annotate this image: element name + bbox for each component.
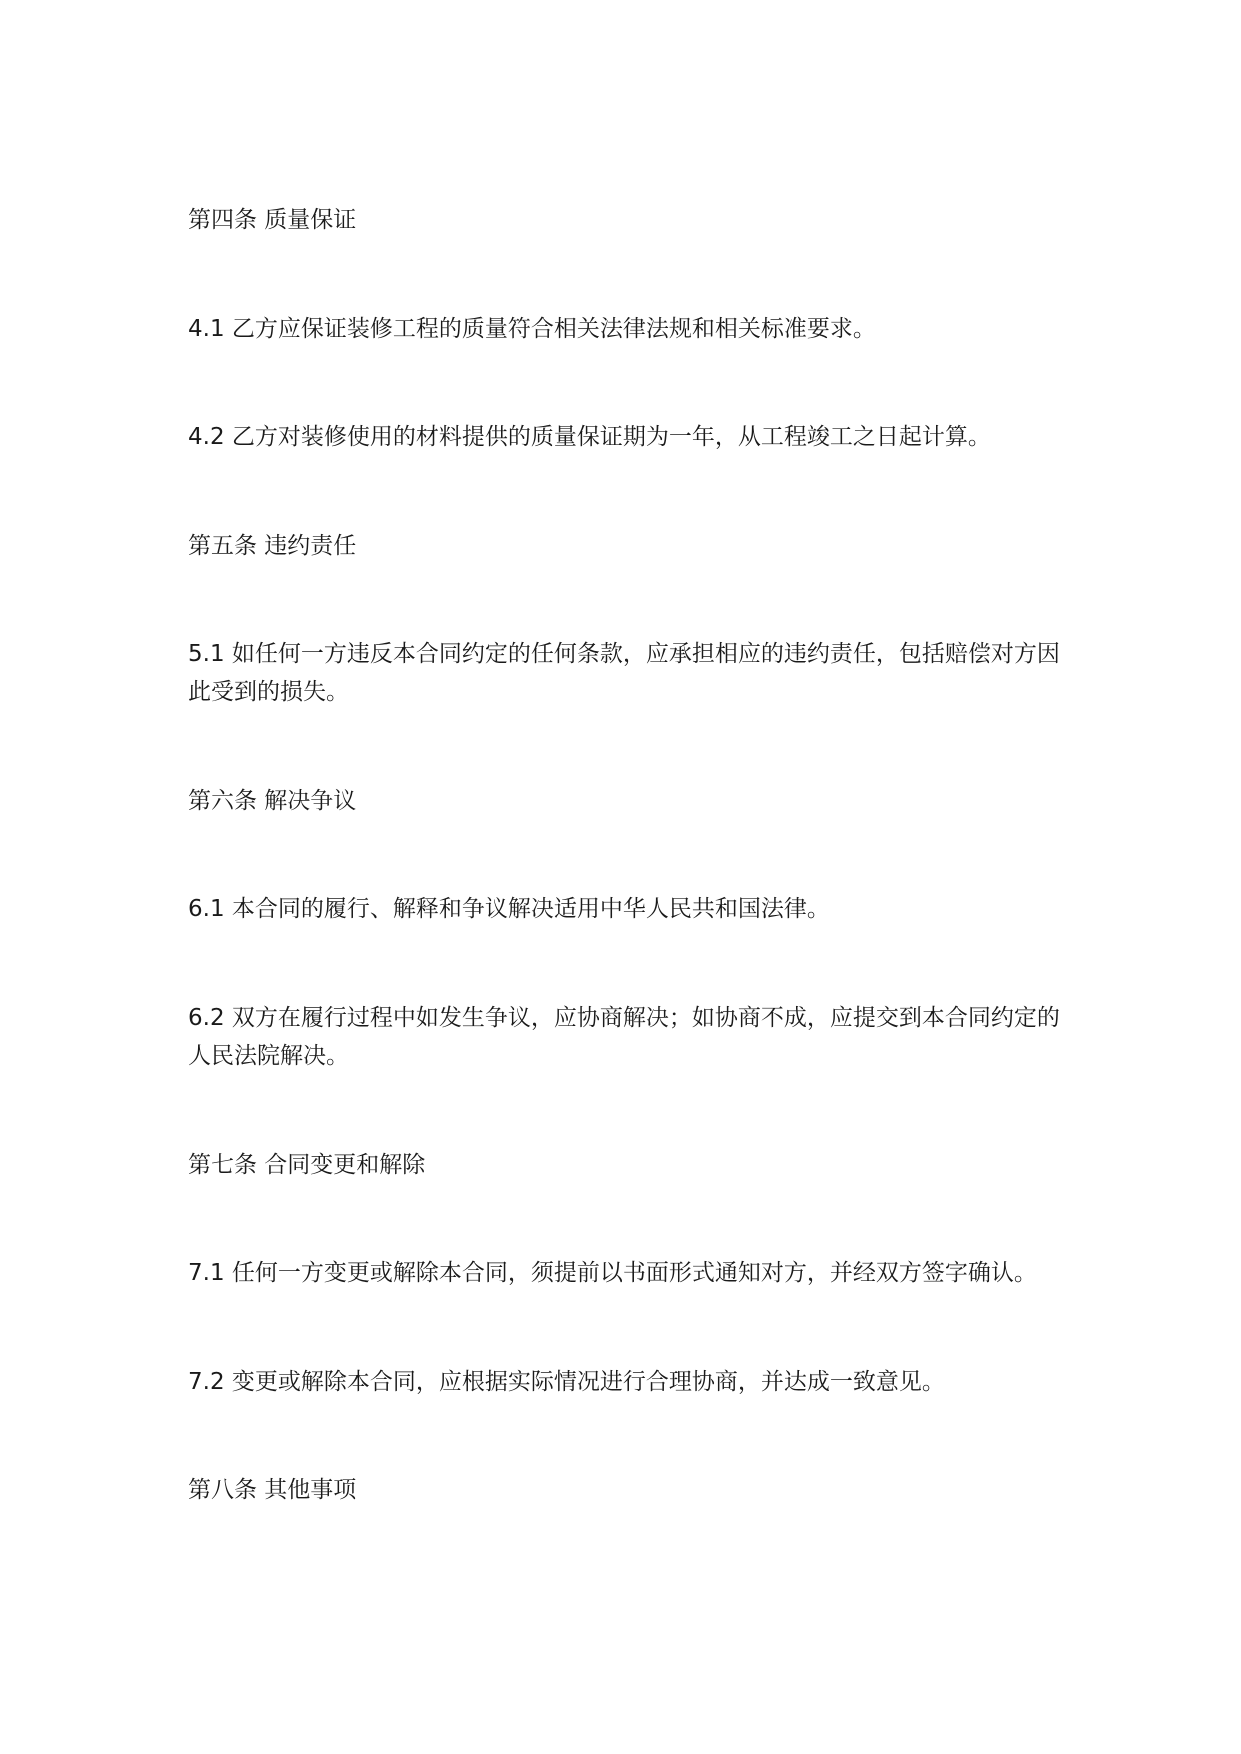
clause-4-2: 4.2 乙方对装修使用的材料提供的质量保证期为一年，从工程竣工之日起计算。: [188, 424, 991, 450]
clause-4-1: 4.1 乙方应保证装修工程的质量符合相关法律法规和相关标准要求。: [188, 316, 876, 342]
clause-6-2: 6.2 双方在履行过程中如发生争议，应协商解决；如协商不成，应提交到本合同约定的人民法院解决。: [188, 1005, 1060, 1069]
clause-7-2: 7.2 变更或解除本合同，应根据实际情况进行合理协商，并达成一致意见。: [188, 1369, 945, 1395]
section-heading-7: 第七条 合同变更和解除: [188, 1152, 426, 1178]
section-heading-6: 第六条 解决争议: [188, 788, 357, 814]
clause-7-1: 7.1 任何一方变更或解除本合同，须提前以书面形式通知对方，并经双方签字确认。: [188, 1260, 1037, 1286]
clause-6-1: 6.1 本合同的履行、解释和争议解决适用中华人民共和国法律。: [188, 896, 830, 922]
clause-5-1: 5.1 如任何一方违反本合同约定的任何条款，应承担相应的违约责任，包括赔偿对方因此受到的损失。: [188, 641, 1060, 705]
section-heading-8: 第八条 其他事项: [188, 1477, 357, 1503]
section-heading-5: 第五条 违约责任: [188, 533, 357, 559]
section-heading-4: 第四条 质量保证: [188, 207, 357, 233]
